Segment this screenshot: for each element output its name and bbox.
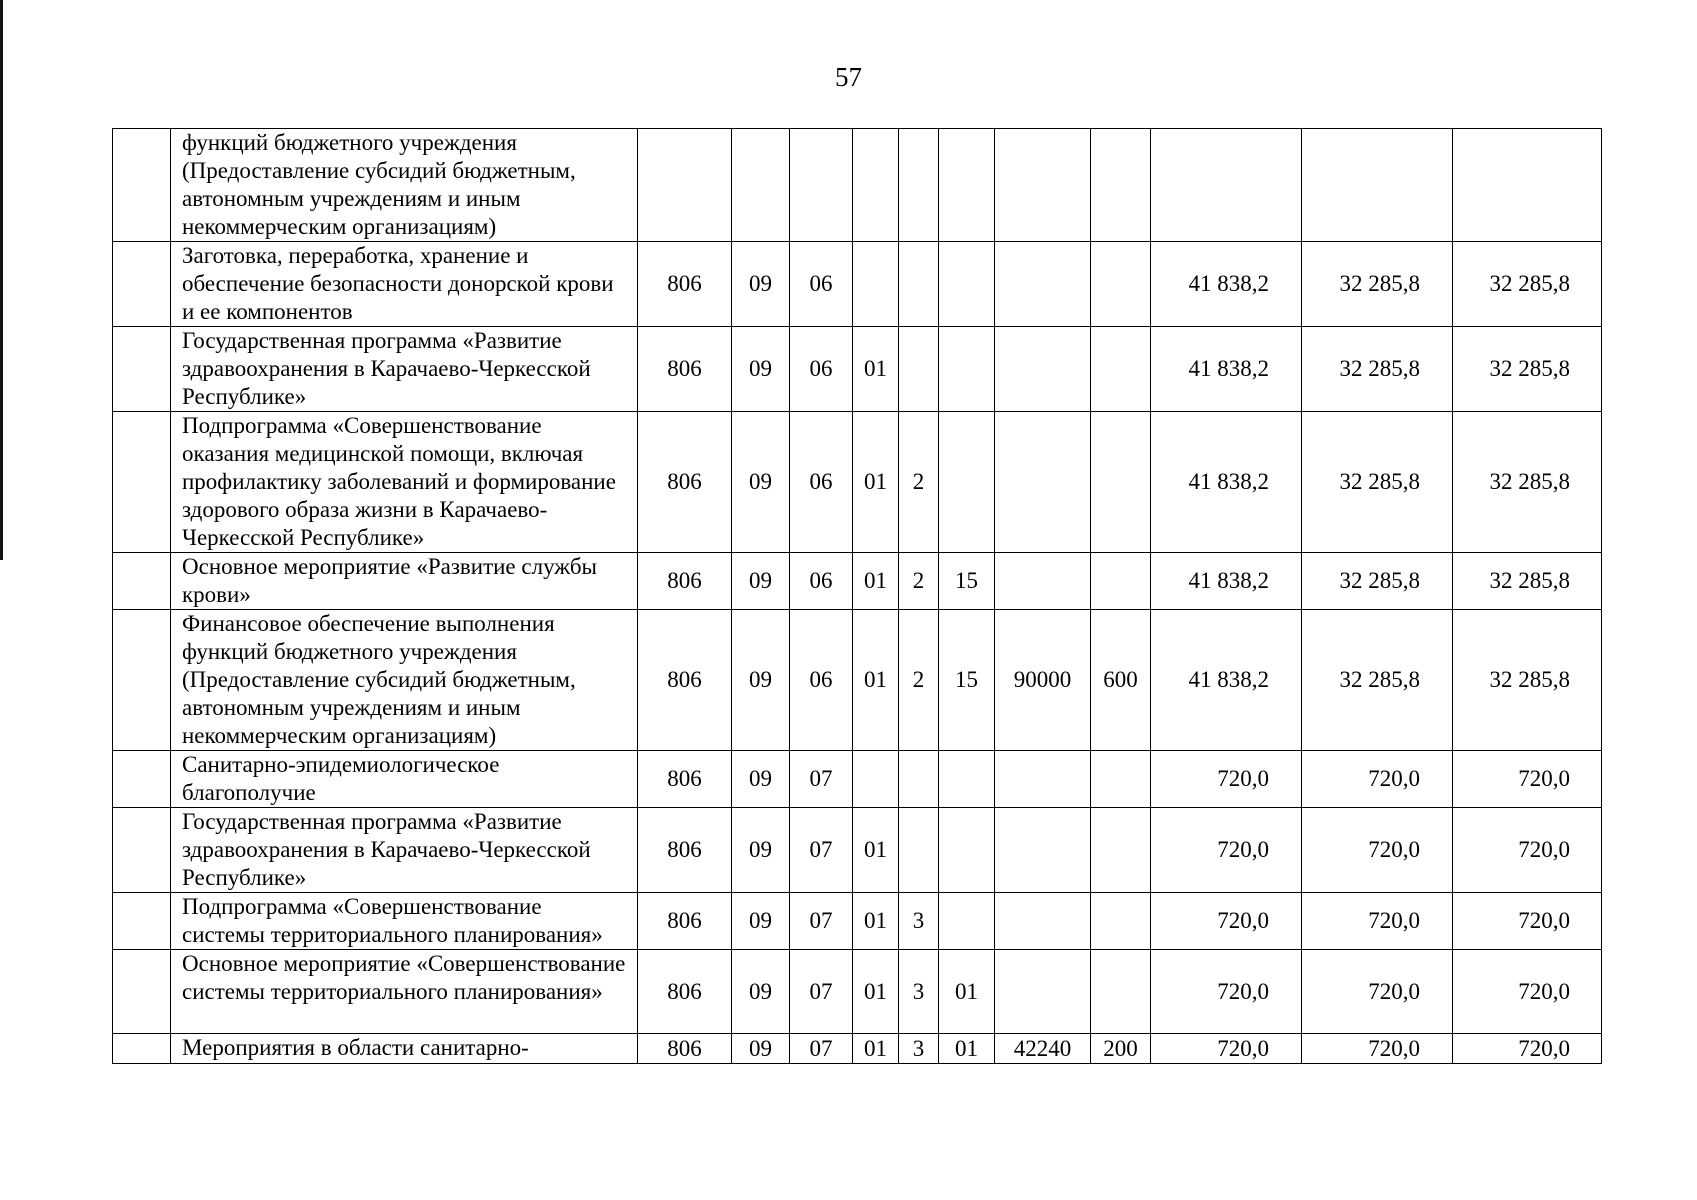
amount-year3-cell: 720,0 <box>1453 1034 1602 1064</box>
direction-code-cell <box>995 553 1091 610</box>
amount-year2-cell: 32 285,8 <box>1302 327 1453 412</box>
grbs-code-cell: 806 <box>638 950 732 1034</box>
event-code-cell <box>939 893 995 950</box>
subsection-code-cell: 06 <box>790 242 853 327</box>
amount-year2-cell: 32 285,8 <box>1302 553 1453 610</box>
amount-year1-cell <box>1151 129 1302 242</box>
subprogram-code-cell: 3 <box>899 1034 939 1064</box>
amount-year2-cell: 32 285,8 <box>1302 242 1453 327</box>
amount-year3-cell: 32 285,8 <box>1453 327 1602 412</box>
grbs-code-cell <box>638 129 732 242</box>
amount-year1-cell: 720,0 <box>1151 1034 1302 1064</box>
program-code-cell <box>853 129 899 242</box>
item-name-cell: Государственная программа «Развитие здравоохранения в Карачаево-Черкесской Республике» <box>171 808 638 893</box>
item-name-cell: Подпрограмма «Совершенствование системы территориального планирования» <box>171 893 638 950</box>
expense-type-cell <box>1091 412 1151 553</box>
event-code-cell: 01 <box>939 1034 995 1064</box>
program-code-cell <box>853 751 899 808</box>
event-code-cell <box>939 808 995 893</box>
program-code-cell: 01 <box>853 412 899 553</box>
program-code-cell: 01 <box>853 553 899 610</box>
event-code-cell: 15 <box>939 610 995 751</box>
program-code-cell: 01 <box>853 950 899 1034</box>
grbs-code-cell: 806 <box>638 893 732 950</box>
item-name-cell: Основное мероприятие «Развитие службы крови» <box>171 553 638 610</box>
row-number-cell <box>113 950 171 1034</box>
row-number-cell <box>113 610 171 751</box>
expense-type-cell <box>1091 129 1151 242</box>
section-code-cell: 09 <box>732 610 790 751</box>
table-row <box>113 327 1602 412</box>
table-row <box>113 1034 1602 1064</box>
grbs-code-cell: 806 <box>638 610 732 751</box>
amount-year2-cell: 720,0 <box>1302 950 1453 1034</box>
section-code-cell: 09 <box>732 553 790 610</box>
amount-year2-cell: 720,0 <box>1302 893 1453 950</box>
section-code-cell: 09 <box>732 950 790 1034</box>
table-row <box>113 893 1602 950</box>
amount-year3-cell <box>1453 129 1602 242</box>
event-code-cell: 01 <box>939 950 995 1034</box>
row-number-cell <box>113 412 171 553</box>
program-code-cell: 01 <box>853 1034 899 1064</box>
direction-code-cell <box>995 129 1091 242</box>
program-code-cell <box>853 242 899 327</box>
direction-code-cell <box>995 242 1091 327</box>
item-name-cell: Подпрограмма «Совершенствование оказания медицинской помощи, включая профилактику заболеваний и формирование здорового образа жизни в Карачаево-Черкесской Республике» <box>171 412 638 553</box>
grbs-code-cell: 806 <box>638 751 732 808</box>
amount-year2-cell: 32 285,8 <box>1302 412 1453 553</box>
grbs-code-cell: 806 <box>638 553 732 610</box>
subprogram-code-cell <box>899 129 939 242</box>
subprogram-code-cell <box>899 808 939 893</box>
subprogram-code-cell: 3 <box>899 950 939 1034</box>
subsection-code-cell: 06 <box>790 327 853 412</box>
amount-year3-cell: 720,0 <box>1453 893 1602 950</box>
direction-code-cell <box>995 412 1091 553</box>
subprogram-code-cell: 3 <box>899 893 939 950</box>
amount-year2-cell: 720,0 <box>1302 808 1453 893</box>
direction-code-cell <box>995 808 1091 893</box>
item-name-cell: Основное мероприятие «Совершенствование системы территориального планирования» <box>171 950 638 1034</box>
amount-year2-cell: 32 285,8 <box>1302 610 1453 751</box>
program-code-cell: 01 <box>853 327 899 412</box>
amount-year2-cell: 720,0 <box>1302 1034 1453 1064</box>
direction-code-cell <box>995 751 1091 808</box>
expense-type-cell <box>1091 808 1151 893</box>
row-number-cell <box>113 327 171 412</box>
page-number: 57 <box>835 62 862 92</box>
grbs-code-cell: 806 <box>638 242 732 327</box>
item-name-cell: Финансовое обеспечение выполнения функций бюджетного учреждения (Предоставление субсидий бюджетным, автономным учреждениям и иным некоммерческим организациям) <box>171 610 638 751</box>
program-code-cell: 01 <box>853 893 899 950</box>
row-number-cell <box>113 242 171 327</box>
subsection-code-cell: 06 <box>790 553 853 610</box>
subsection-code-cell: 07 <box>790 808 853 893</box>
section-code-cell: 09 <box>732 751 790 808</box>
amount-year1-cell: 720,0 <box>1151 751 1302 808</box>
direction-code-cell <box>995 950 1091 1034</box>
item-name-cell: функций бюджетного учреждения (Предоставление субсидий бюджетным, автономным учреждениям и иным некоммерческим организациям) <box>171 129 638 242</box>
row-number-cell <box>113 893 171 950</box>
expense-type-cell <box>1091 327 1151 412</box>
item-name-cell: Государственная программа «Развитие здравоохранения в Карачаево-Черкесской Республике» <box>171 327 638 412</box>
subprogram-code-cell: 2 <box>899 610 939 751</box>
amount-year3-cell: 32 285,8 <box>1453 242 1602 327</box>
amount-year3-cell: 32 285,8 <box>1453 412 1602 553</box>
table-row <box>113 242 1602 327</box>
amount-year3-cell: 720,0 <box>1453 751 1602 808</box>
amount-year1-cell: 41 838,2 <box>1151 242 1302 327</box>
grbs-code-cell: 806 <box>638 412 732 553</box>
program-code-cell: 01 <box>853 610 899 751</box>
item-name-cell: Заготовка, переработка, хранение и обеспечение безопасности донорской крови и ее компонентов <box>171 242 638 327</box>
table-row <box>113 808 1602 893</box>
amount-year1-cell: 720,0 <box>1151 893 1302 950</box>
subprogram-code-cell <box>899 242 939 327</box>
grbs-code-cell: 806 <box>638 808 732 893</box>
row-number-cell <box>113 129 171 242</box>
table-row <box>113 950 1602 1034</box>
event-code-cell: 15 <box>939 553 995 610</box>
event-code-cell <box>939 327 995 412</box>
subprogram-code-cell <box>899 751 939 808</box>
table-body <box>113 129 1602 1064</box>
section-code-cell: 09 <box>732 893 790 950</box>
amount-year2-cell: 720,0 <box>1302 751 1453 808</box>
subsection-code-cell: 06 <box>790 610 853 751</box>
row-number-cell <box>113 751 171 808</box>
amount-year1-cell: 720,0 <box>1151 808 1302 893</box>
direction-code-cell: 42240 <box>995 1034 1091 1064</box>
expense-type-cell <box>1091 893 1151 950</box>
subsection-code-cell <box>790 129 853 242</box>
subsection-code-cell: 07 <box>790 1034 853 1064</box>
subsection-code-cell: 07 <box>790 893 853 950</box>
event-code-cell <box>939 412 995 553</box>
grbs-code-cell: 806 <box>638 1034 732 1064</box>
amount-year3-cell: 720,0 <box>1453 950 1602 1034</box>
section-code-cell: 09 <box>732 808 790 893</box>
amount-year3-cell: 720,0 <box>1453 808 1602 893</box>
expense-type-cell: 600 <box>1091 610 1151 751</box>
expense-type-cell <box>1091 553 1151 610</box>
table-row <box>113 610 1602 751</box>
section-code-cell: 09 <box>732 412 790 553</box>
direction-code-cell <box>995 893 1091 950</box>
table-row <box>113 553 1602 610</box>
budget-table <box>112 128 1602 1064</box>
item-name-cell: Мероприятия в области санитарно- <box>171 1034 638 1064</box>
amount-year2-cell <box>1302 129 1453 242</box>
subsection-code-cell: 07 <box>790 751 853 808</box>
amount-year3-cell: 32 285,8 <box>1453 610 1602 751</box>
table-row <box>113 751 1602 808</box>
subprogram-code-cell: 2 <box>899 553 939 610</box>
amount-year1-cell: 41 838,2 <box>1151 553 1302 610</box>
expense-type-cell: 200 <box>1091 1034 1151 1064</box>
event-code-cell <box>939 751 995 808</box>
event-code-cell <box>939 129 995 242</box>
expense-type-cell <box>1091 950 1151 1034</box>
grbs-code-cell: 806 <box>638 327 732 412</box>
item-name-cell: Санитарно-эпидемиологическое благополучие <box>171 751 638 808</box>
direction-code-cell <box>995 327 1091 412</box>
row-number-cell <box>113 808 171 893</box>
subsection-code-cell: 06 <box>790 412 853 553</box>
subprogram-code-cell: 2 <box>899 412 939 553</box>
event-code-cell <box>939 242 995 327</box>
direction-code-cell: 90000 <box>995 610 1091 751</box>
amount-year1-cell: 41 838,2 <box>1151 412 1302 553</box>
amount-year3-cell: 32 285,8 <box>1453 553 1602 610</box>
amount-year1-cell: 41 838,2 <box>1151 327 1302 412</box>
table-row <box>113 129 1602 242</box>
program-code-cell: 01 <box>853 808 899 893</box>
table-row <box>113 412 1602 553</box>
section-code-cell <box>732 129 790 242</box>
expense-type-cell <box>1091 751 1151 808</box>
section-code-cell: 09 <box>732 1034 790 1064</box>
section-code-cell: 09 <box>732 242 790 327</box>
subprogram-code-cell <box>899 327 939 412</box>
row-number-cell <box>113 553 171 610</box>
subsection-code-cell: 07 <box>790 950 853 1034</box>
row-number-cell <box>113 1034 171 1064</box>
amount-year1-cell: 720,0 <box>1151 950 1302 1034</box>
section-code-cell: 09 <box>732 327 790 412</box>
amount-year1-cell: 41 838,2 <box>1151 610 1302 751</box>
expense-type-cell <box>1091 242 1151 327</box>
